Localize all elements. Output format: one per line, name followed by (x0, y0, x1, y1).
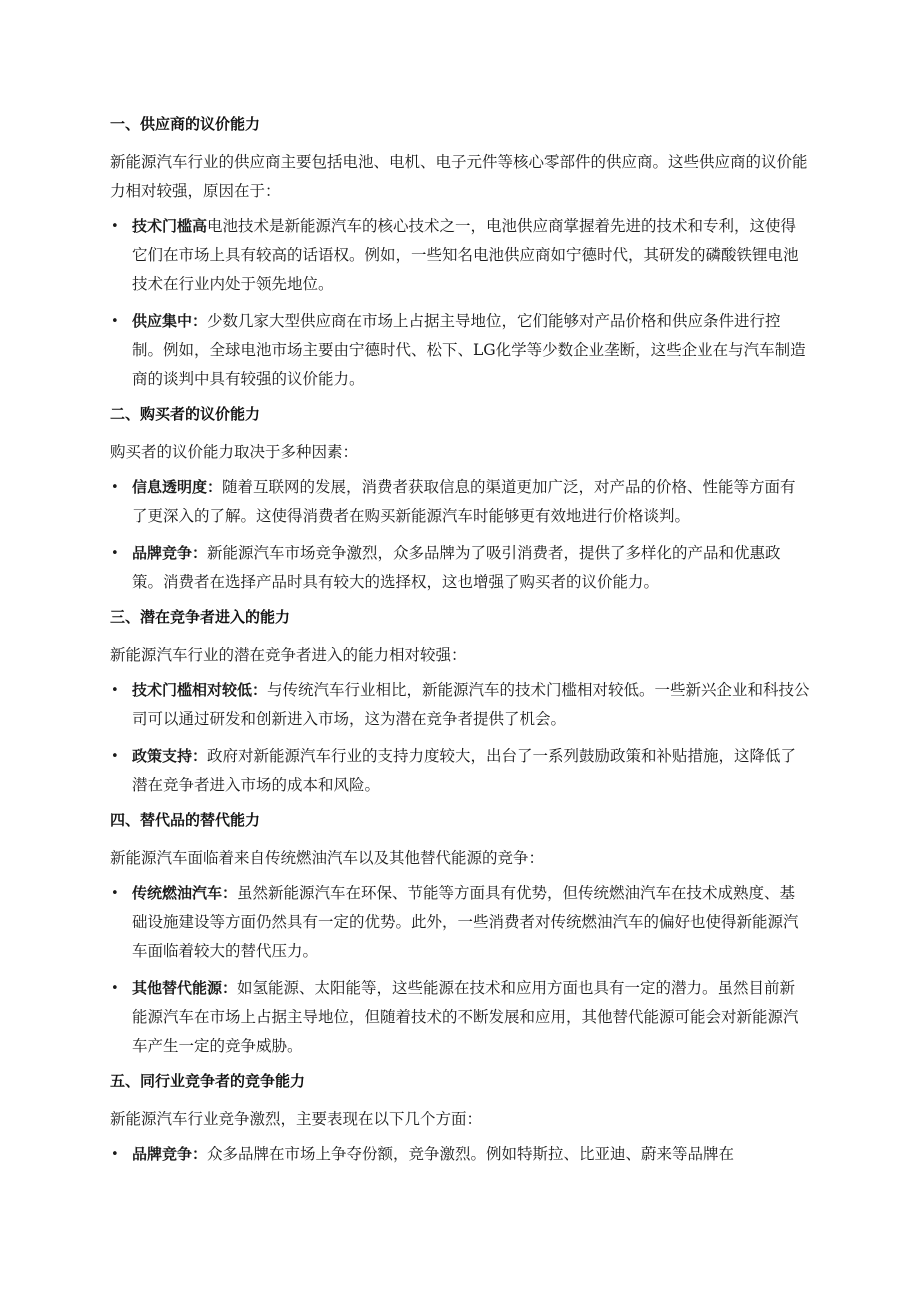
section-intro: 购买者的议价能力取决于多种因素： (110, 443, 359, 461)
bullet-icon: • (111, 683, 119, 698)
bullet-item (110, 879, 810, 966)
bullet-icon: • (111, 219, 119, 234)
bullet-list (110, 676, 810, 800)
bullet-item (110, 1140, 810, 1169)
bullet-icon: • (111, 981, 119, 996)
section-heading: 五、同行业竞争者的竞争能力 (110, 1072, 306, 1090)
bullet-icon: • (111, 886, 119, 901)
bullet-list (110, 212, 810, 394)
bullet-item (110, 974, 810, 1061)
bullet-icon: • (111, 314, 119, 329)
bullet-term: 技术门槛相对较低： (132, 681, 268, 699)
section-heading: 三、潜在竞争者进入的能力 (110, 608, 291, 626)
bullet-icon: • (111, 1147, 119, 1162)
bullet-text: 电池技术是新能源汽车的核心技术之一，电池供应商掌握着先进的技术和专利，这使得它们在市场上具有较高的话语权。例如，一些知名电池供应商如宁德时代，其研发的磷酸铁锂电池技术在行业内处于领先地位。 (132, 217, 799, 293)
bullet-term: 品牌竞争： (132, 544, 208, 562)
bullet-term: 信息透明度： (132, 478, 223, 496)
bullet-item (110, 676, 810, 734)
section-heading: 一、供应商的议价能力 (110, 115, 261, 133)
section-intro: 新能源汽车行业的供应商主要包括电池、电机、电子元件等核心零部件的供应商。这些供应商的议价能力相对较强，原因在于： (110, 153, 808, 200)
bullet-text: 与传统汽车行业相比，新能源汽车的技术门槛相对较低。一些新兴企业和科技公司可以通过研发和创新进入市场，这为潜在竞争者提供了机会。 (132, 681, 810, 728)
section-intro: 新能源汽车面临着来自传统燃油汽车以及其他替代能源的竞争： (110, 849, 545, 867)
bullet-term: 其他替代能源： (132, 979, 238, 997)
bullet-icon: • (111, 749, 119, 764)
section-heading: 二、购买者的议价能力 (110, 405, 261, 423)
bullet-icon: • (111, 546, 119, 561)
bullet-item (110, 473, 810, 531)
bullet-term: 供应集中： (132, 312, 208, 330)
bullet-text: 新能源汽车市场竞争激烈，众多品牌为了吸引消费者，提供了多样化的产品和优惠政策。消费者在选择产品时具有较大的选择权，这也增强了购买者的议价能力。 (132, 544, 781, 591)
bullet-list (110, 1140, 810, 1169)
document-page (110, 112, 810, 1177)
bullet-item (110, 742, 810, 800)
bullet-text: 如氢能源、太阳能等，这些能源在技术和应用方面也具有一定的潜力。虽然目前新能源汽车在市场上占据主导地位，但随着技术的不断发展和应用，其他替代能源可能会对新能源汽车产生一定的竞争威胁。 (132, 979, 799, 1055)
bullet-icon: • (111, 480, 119, 495)
bullet-text: 虽然新能源汽车在环保、节能等方面具有优势，但传统燃油汽车在技术成熟度、基础设施建设等方面仍然具有一定的优势。此外，一些消费者对传统燃油汽车的偏好也使得新能源汽车面临着较大的替代压力。 (132, 884, 799, 960)
bullet-text: 少数几家大型供应商在市场上占据主导地位，它们能够对产品价格和供应条件进行控制。例如，全球电池市场主要由宁德时代、松下、LG化学等少数企业垄断，这些企业在与汽车制造商的谈判中具有较强的议价能力。 (132, 312, 806, 388)
bullet-text: 众多品牌在市场上争夺份额，竞争激烈。例如特斯拉、比亚迪、蔚来等品牌在 (207, 1145, 735, 1163)
section-heading: 四、替代品的替代能力 (110, 811, 261, 829)
bullet-list (110, 473, 810, 597)
bullet-text: 政府对新能源汽车行业的支持力度较大，出台了一系列鼓励政策和补贴措施，这降低了潜在竞争者进入市场的成本和风险。 (132, 747, 797, 794)
bullet-item (110, 539, 810, 597)
bullet-text: 随着互联网的发展，消费者获取信息的渠道更加广泛，对产品的价格、性能等方面有了更深入的了解。这使得消费者在购买新能源汽车时能够更有效地进行价格谈判。 (132, 478, 796, 525)
section-intro: 新能源汽车行业的潜在竞争者进入的能力相对较强： (110, 646, 467, 664)
section-intro: 新能源汽车行业竞争激烈，主要表现在以下几个方面： (110, 1110, 483, 1128)
bullet-list (110, 879, 810, 1061)
bullet-item (110, 307, 810, 394)
bullet-item (110, 212, 810, 299)
bullet-term: 传统燃油汽车： (132, 884, 238, 902)
bullet-term: 品牌竞争： (132, 1145, 208, 1163)
bullet-term: 政策支持： (132, 747, 208, 765)
bullet-term: 技术门槛高 (132, 217, 208, 235)
